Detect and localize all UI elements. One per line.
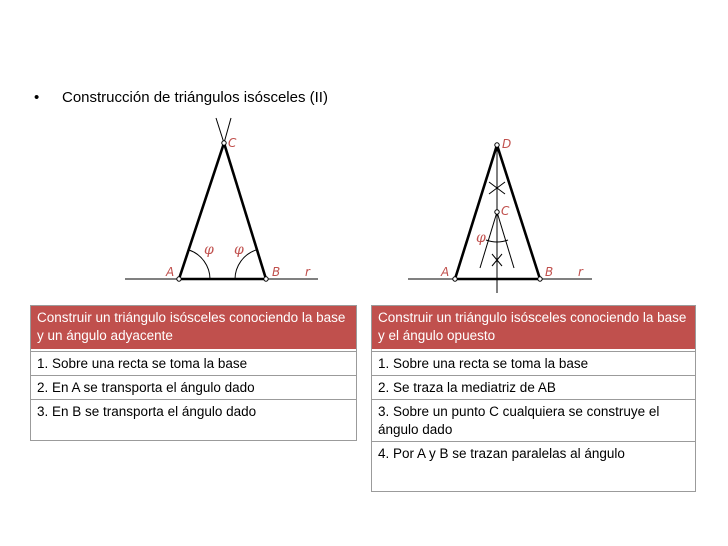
panel-right-step-2: 2. Se traza la mediatriz de AB: [372, 375, 695, 399]
point-b-left: [264, 277, 268, 281]
label-c-right: C: [501, 204, 510, 218]
label-phi-left: φ: [204, 242, 214, 258]
panel-right-header: Construir un triángulo isósceles conociendo la base y el ángulo opuesto: [372, 306, 695, 351]
panel-left-step-2: 2. En A se transporta el ángulo dado: [31, 375, 356, 399]
bullet: •: [34, 89, 40, 106]
panel-right: [371, 305, 696, 492]
label-phi-c: φ: [476, 230, 486, 246]
label-a-right: A: [441, 265, 450, 279]
point-c-right: [495, 210, 499, 214]
point-a-right: [453, 277, 457, 281]
panel-right-step-4: 4. Por A y B se trazan paralelas al ángulo: [372, 441, 695, 465]
label-r-left: r: [305, 265, 310, 279]
point-d-right: [495, 143, 499, 147]
label-a-left: A: [166, 265, 175, 279]
side-bc-left: [224, 143, 266, 279]
angle-ray-right: [497, 212, 514, 268]
panel-left-header: Construir un triángulo isósceles conociendo la base y un ángulo adyacente: [31, 306, 356, 351]
label-phi-right: φ: [234, 242, 244, 258]
panel-left: [30, 305, 357, 441]
side-ad-right: [455, 145, 497, 279]
label-d-right: D: [502, 137, 512, 151]
point-b-right: [538, 277, 542, 281]
panel-right-step-1: 1. Sobre una recta se toma la base: [372, 351, 695, 375]
point-a-left: [177, 277, 181, 281]
panel-left-step-1: 1. Sobre una recta se toma la base: [31, 351, 356, 375]
panel-right-step-3: 3. Sobre un punto C cualquiera se construye el ángulo dado: [372, 399, 695, 441]
figure-left: [125, 118, 318, 281]
panel-left-step-3: 3. En B se transporta el ángulo dado: [31, 399, 356, 423]
extension-left-1: [216, 118, 224, 143]
figure-right: [408, 143, 592, 293]
label-b-right: B: [545, 265, 554, 279]
label-r-right: r: [578, 265, 583, 279]
label-b-left: B: [272, 265, 281, 279]
title-text: Construcción de triángulos isósceles (II): [62, 89, 328, 106]
point-c-left: [222, 141, 226, 145]
label-c-left: C: [228, 136, 237, 150]
